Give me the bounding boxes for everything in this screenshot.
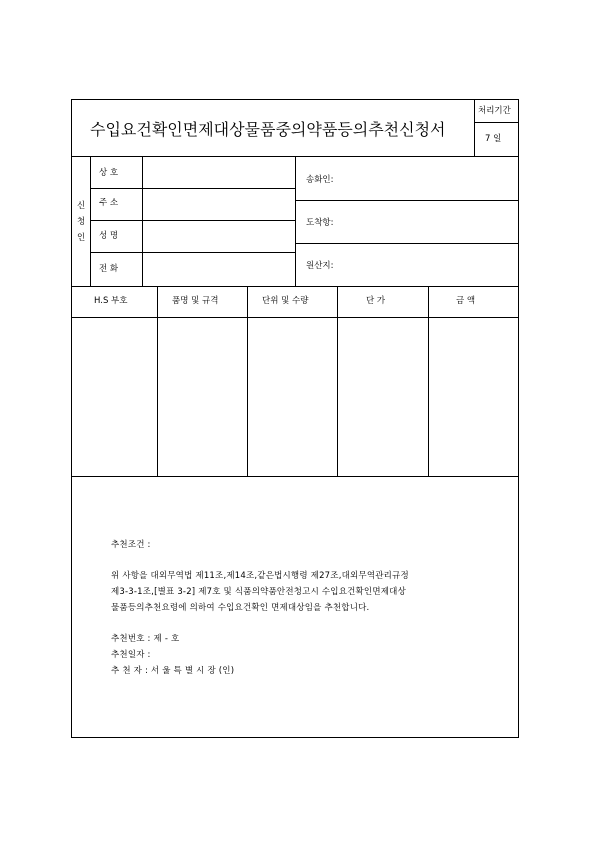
table-header-item-name: 품명 및 규격 — [172, 296, 219, 306]
table-header-hs-code: H.S 부호 — [94, 296, 128, 306]
recommendation-conditions-label: 추천조건 : — [111, 540, 151, 550]
table-header-amount: 금 액 — [456, 296, 476, 306]
applicant-field-divider — [142, 156, 143, 286]
table-col-divider-4 — [428, 286, 429, 476]
right-row-line-1 — [295, 200, 519, 201]
applicant-label-char-2: 청 — [77, 217, 86, 227]
right-row-line-2 — [295, 243, 519, 244]
field-label-company: 상 호 — [99, 168, 119, 178]
table-header-unit-price: 단 가 — [366, 296, 386, 306]
table-col-divider-1 — [157, 286, 158, 476]
processing-period-label: 처리기간 — [478, 106, 511, 116]
recommendation-body-line-3: 물품등의추천요령에 의하여 수입요건확인 면제대상임을 추천합니다. — [111, 603, 370, 613]
applicant-bottom-line — [71, 286, 519, 287]
table-header-unit-qty: 단위 및 수량 — [262, 296, 309, 306]
period-divider — [474, 122, 519, 123]
applicant-label-char-1: 신 — [77, 201, 86, 211]
recommendation-date-line: 추천일자 : — [111, 650, 151, 660]
applicant-label-divider — [90, 156, 91, 286]
form-title: 수입요건확인면제대상물품중의약품등의추천신청서 — [90, 120, 446, 139]
row-line-2 — [90, 220, 295, 221]
field-label-name: 성 명 — [99, 231, 119, 241]
applicant-label-char-3: 인 — [77, 233, 86, 243]
field-label-arrival-port: 도착항: — [306, 218, 334, 228]
recommender-line: 추 천 자 : 서 울 특 별 시 장 (인) — [111, 666, 235, 676]
row-line-3 — [90, 252, 295, 253]
table-bottom-line — [71, 476, 519, 477]
row-line-1 — [90, 188, 295, 189]
recommendation-body-line-1: 위 사항을 대외무역법 제11조,제14조,같은법시행령 제27조,대외무역관리규정 — [111, 571, 409, 581]
field-label-address: 주 소 — [99, 198, 119, 208]
table-col-divider-2 — [247, 286, 248, 476]
table-header-bottom-line — [71, 317, 519, 318]
table-col-divider-3 — [337, 286, 338, 476]
recommendation-number-line: 추천번호 : 제 - 호 — [111, 634, 180, 644]
header-divider — [474, 99, 475, 156]
processing-period-value: 7 일 — [485, 134, 502, 144]
field-label-origin: 원산지: — [306, 261, 334, 271]
applicant-right-divider — [295, 156, 296, 286]
recommendation-body-line-2: 제3-3-1조,[별표 3-2] 제7호 및 식품의약품안전청고시 수입요건확인면제대상 — [111, 587, 406, 597]
field-label-phone: 전 화 — [99, 264, 119, 274]
field-label-shipper: 송화인: — [306, 175, 334, 185]
